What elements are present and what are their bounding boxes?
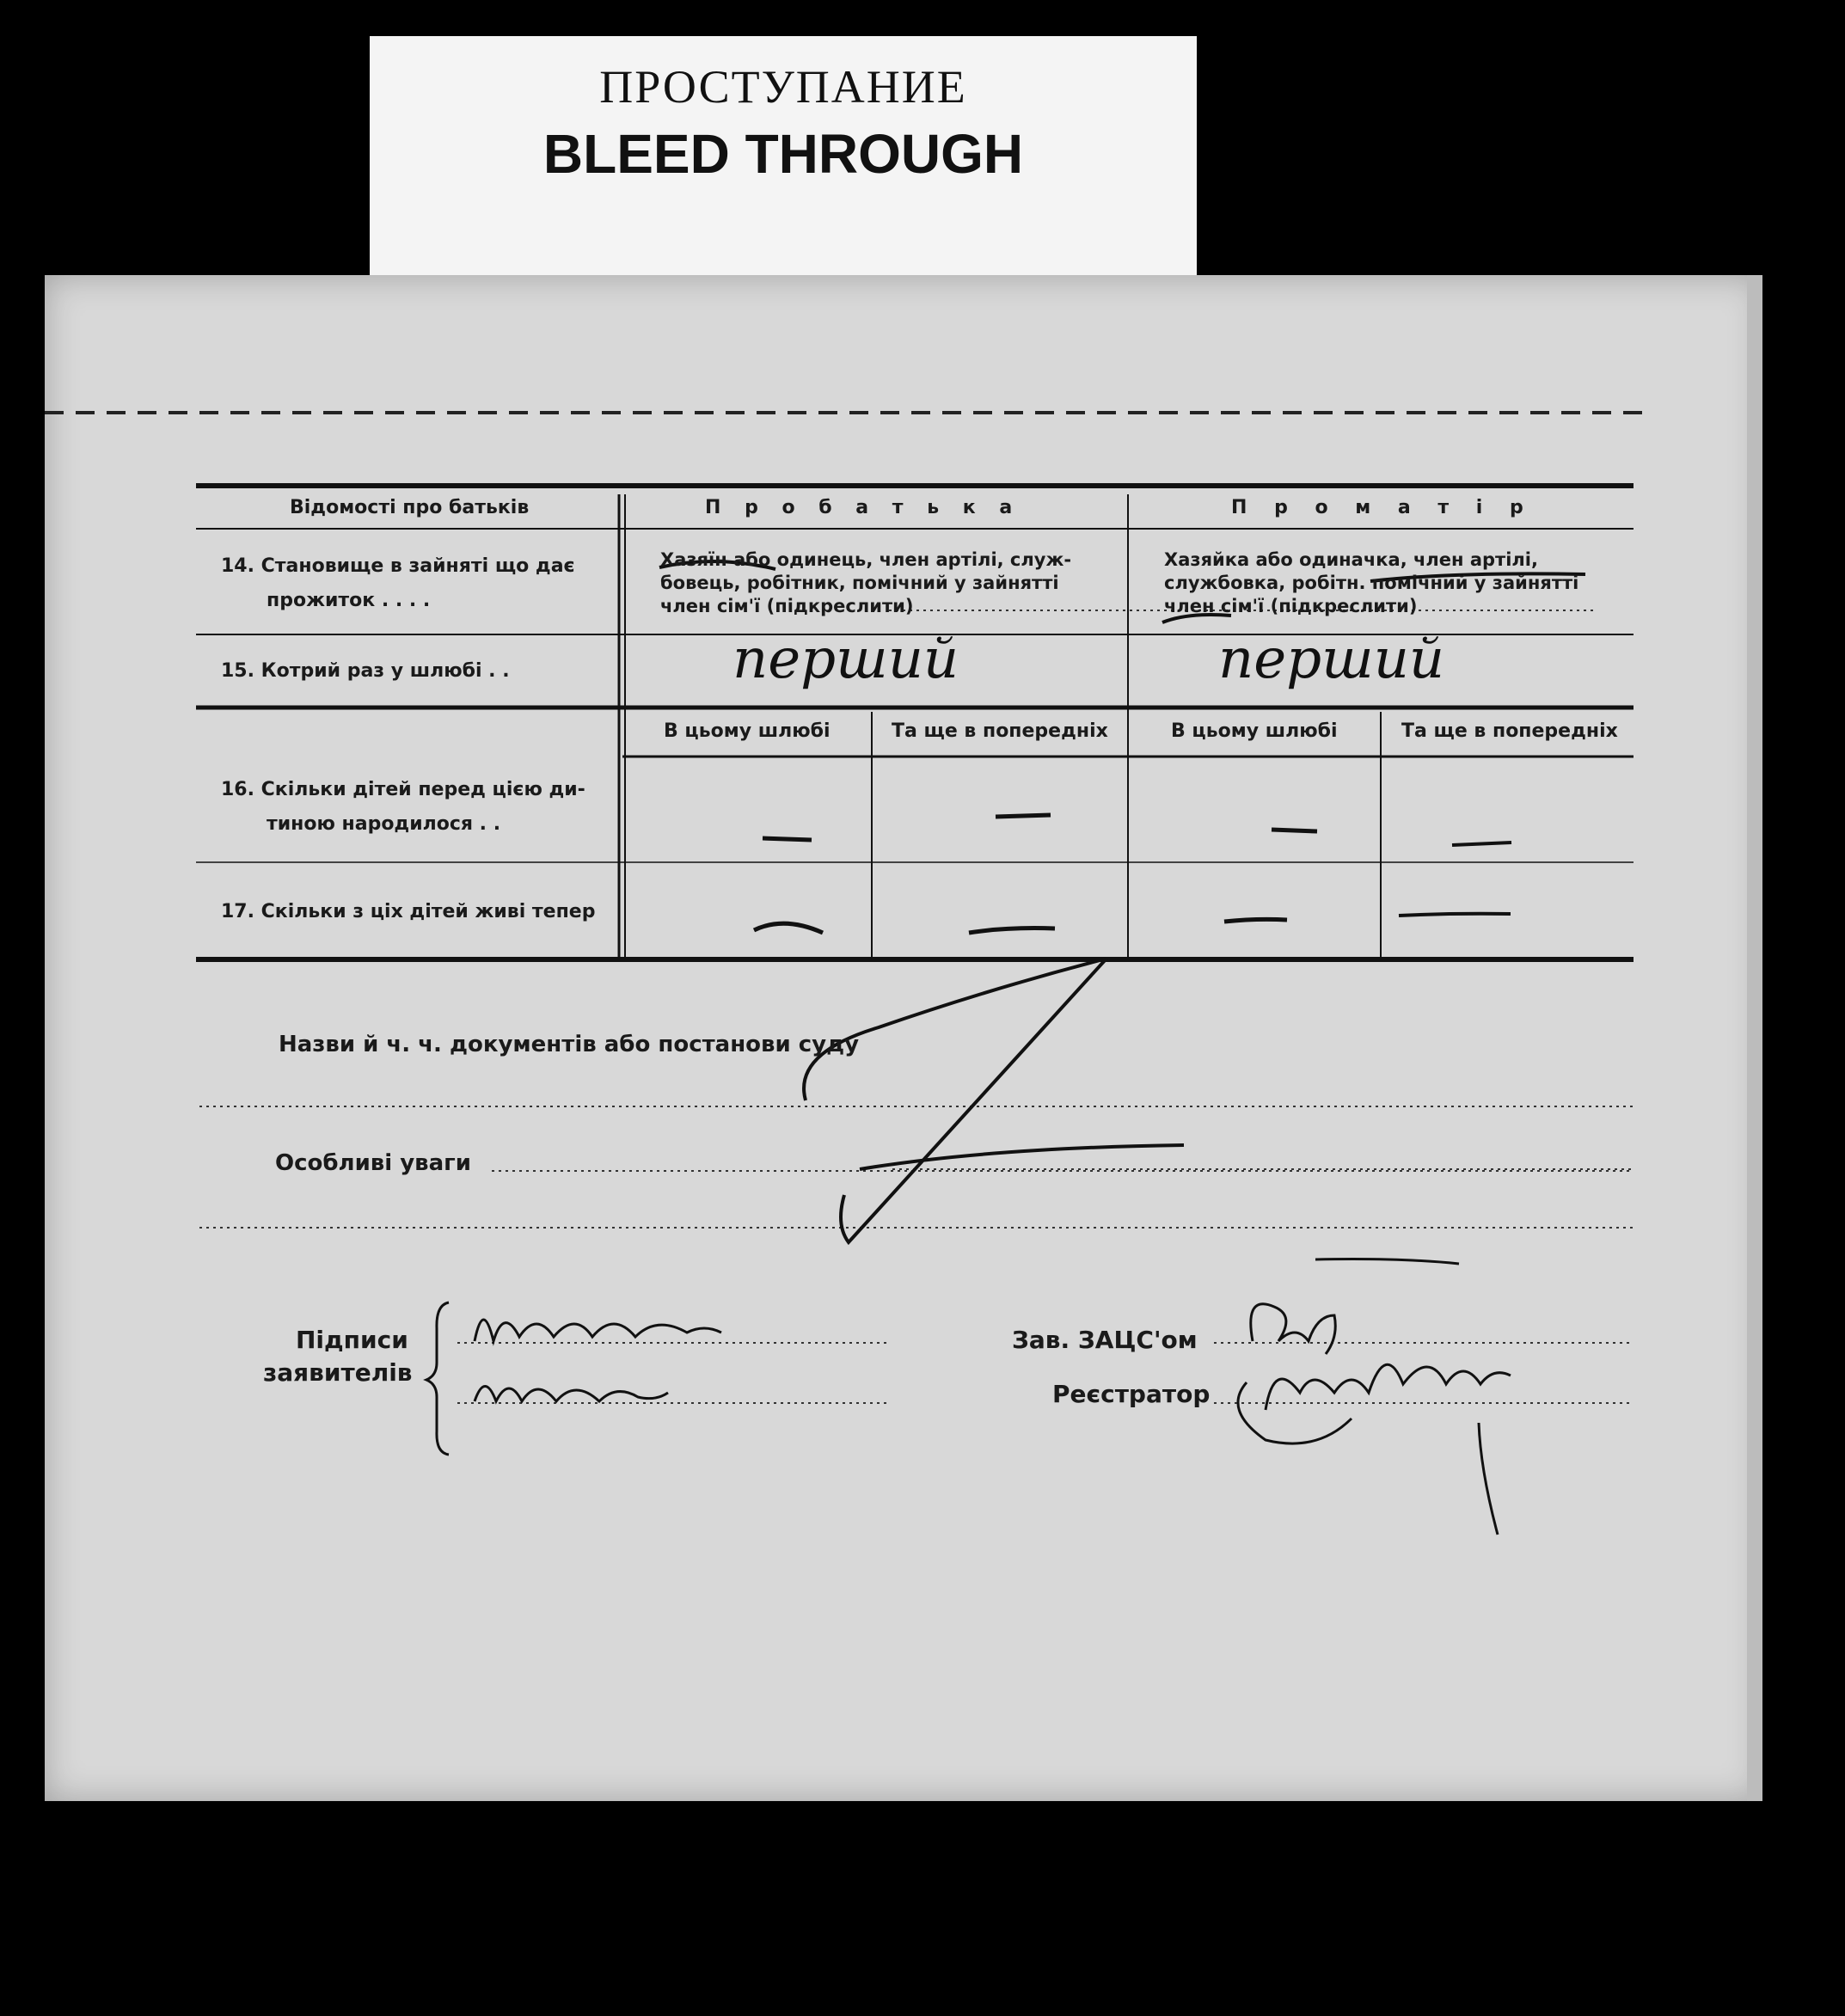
applicants-label-line1: Підписи xyxy=(296,1326,408,1354)
special-notes-label: Особливі уваги xyxy=(275,1150,471,1176)
label-russian: ПРОСТУПАНИЕ xyxy=(599,61,967,113)
header-info: Відомості про батьків xyxy=(290,497,530,518)
mother-option-line: Хазяйка або одиначка, член артілі, xyxy=(1164,549,1538,570)
row14-label-line2: прожиток . . . . xyxy=(267,590,431,611)
registrar-label: Реєстратор xyxy=(1052,1380,1211,1408)
row17-label: 17. Скільки з ціх дітей живі тепер xyxy=(221,901,596,922)
mother-previous-header: Та ще в попередніх xyxy=(1401,720,1618,742)
applicants-label-line2: заявителів xyxy=(263,1358,413,1387)
zags-head-label: Зав. ЗАЦС'ом xyxy=(1012,1326,1198,1354)
father-option-line: член сім'ї (підкреслити) xyxy=(660,596,914,616)
father-previous-header: Та ще в попередніх xyxy=(892,720,1108,742)
document-page xyxy=(45,275,1762,1801)
father-this-marriage-header: В цьому шлюбі xyxy=(664,720,831,742)
mother-option-line: службовка, робітн. помічний у зайнятті xyxy=(1164,573,1579,593)
bleed-through-label xyxy=(370,36,1197,275)
row15-mother-handwritten: перший xyxy=(1218,628,1445,691)
documents-label: Назви й ч. ч. документів або постанови суду xyxy=(279,1032,860,1057)
header-mother: П р о м а т і р xyxy=(1231,497,1534,518)
label-english: BLEED THROUGH xyxy=(542,123,1024,185)
row16-label-line2: тиною народилося . . xyxy=(267,813,501,835)
signature-scrawls xyxy=(45,275,1762,1801)
father-option-line: Хазяїн або одинець, член артілі, служ- xyxy=(660,549,1072,570)
header-father: П р о б а т ь к а xyxy=(705,497,1021,518)
father-option-line: бовець, робітник, помічний у зайнятті xyxy=(660,573,1059,593)
row15-father-handwritten: перший xyxy=(732,628,959,691)
mother-option-line: член сім'ї (підкреслити) xyxy=(1164,596,1418,616)
row15-label: 15. Котрий раз у шлюбі . . xyxy=(221,660,510,682)
row16-label-line1: 16. Скільки дітей перед цією ди- xyxy=(221,779,585,800)
row14-label-line1: 14. Становище в зайняті що дає xyxy=(221,555,575,577)
mother-this-marriage-header: В цьому шлюбі xyxy=(1171,720,1338,742)
